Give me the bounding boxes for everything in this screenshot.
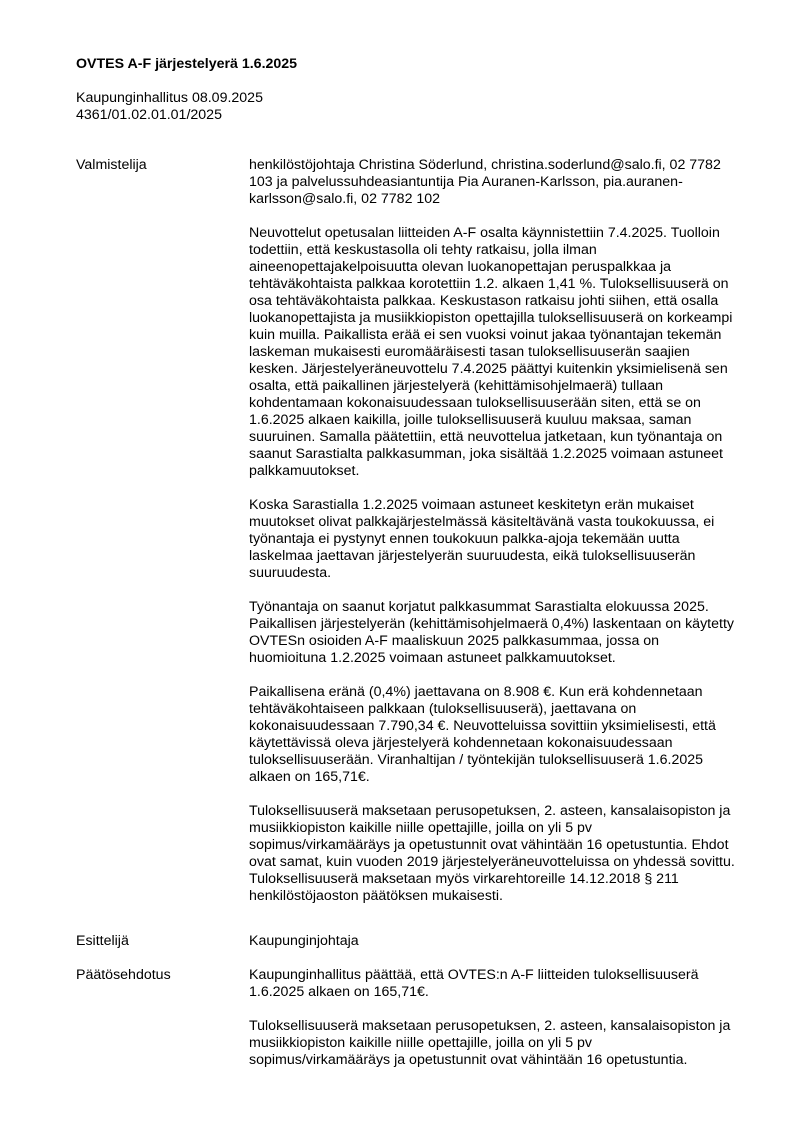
preparer-text: henkilöstöjohtaja Christina Söderlund, christina.soderlund@salo.fi, 02 7782 103 ja palvelussuhdeasiantuntija Pia Auranen-Karlsson, pia.auranen-karlsson@salo.fi, 02 7782 102 — [249, 157, 721, 207]
body-paragraph-2: Koska Sarastialla 1.2.2025 voimaan astuneet keskitetyn erän mukaiset muutokset olivat palkkajärjestelmässä käsiteltävänä vasta toukokuussa, ei työnantaja ei pystynyt ennen toukokuun palkka-ajoja tekemään uutta laskelmaa jaettavan järjestelyerän suuruudesta, eikä tuloksellisuuserän suuruudesta. — [249, 497, 715, 581]
body-paragraph-1: Neuvottelut opetusalan liitteiden A-F osalta käynnistettiin 7.4.2025. Tuolloin todettiin, että keskustasolla oli tehty ratkaisu, jolla ilman aineenopettajakelpoisuutta olevan luokanopettajan peruspalkkaa ja tehtäväkohtaista palkkaa korotettiin 1.2. alkaen 1,41 %. Tuloksellisuuserä on osa tehtäväkohtaista palkkaa. Keskustason ratkaisu johti siihen, että osalla luokanopettajista ja musiikkiopiston opettajilla tuloksellisuuserä on korkeampi kuin muilla. Paikallista erää ei sen vuoksi voinut jakaa työnantajan tekemän laskeman mukaisesti euromääräisesti tasan tuloksellisuuserän saajien kesken. Järjestelyeräneuvottelu 7.4.2025 päättyi kuitenkin yksimielisenä sen osalta, että paikallinen järjestelyerä (kehittämisohjelmaerä) tullaan kohdentamaan kokonaisuudessaan tuloksellisuuserään siten, että se on 1.6.2025 alkaen kaikilla, joille tuloksellisuuserä kuuluu maksaa, saman suuruinen. Samalla päätettiin, että neuvottelua jatketaan, kun työnantaja on saanut Sarastialta palkkasumman, joka sisältää 1.2.2025 voimaan astuneet palkkamuutokset. — [249, 225, 733, 479]
proposal-label: Päätösehdotus — [76, 967, 171, 983]
diary-number: 4361/01.02.01.01/2025 — [76, 107, 222, 123]
body-paragraph-4: Paikallisena eränä (0,4%) jaettavana on 8.908 €. Kun erä kohdennetaan tehtäväkohtaiseen palkkaan (tuloksellisuuserä), jaettavana on kokonaisuudessaan 7.790,34 €. Neuvotteluissa sovittiin yksimielisesti, että käytettävissä oleva järjestelyerä kohdennetaan kokonaisuudessaan tuloksellisuuserään. Viranhaltijan / työntekijän tuloksellisuuserä 1.6.2025 alkaen on 165,71€. — [249, 684, 716, 785]
meeting-name: Kaupunginhallitus 08.09.2025 — [76, 90, 263, 106]
proposal-paragraph-1: Kaupunginhallitus päättää, että OVTES:n A-F liitteiden tuloksellisuuserä 1.6.2025 alkaen on 165,71€. — [249, 967, 699, 1000]
presenter-label: Esittelijä — [76, 933, 129, 949]
preparer-content — [249, 157, 736, 905]
body-paragraph-5: Tuloksellisuuserä maksetaan perusopetuksen, 2. asteen, kansalaisopiston ja musiikkiopiston kaikille niille opettajille, joilla on yli 5 pv sopimus/virkamääräys ja opetustunnit ovat vähintään 16 opetustuntia. Ehdot ovat samat, kuin vuoden 2019 järjestelyeräneuvotteluissa on yhdessä sovittu. Tuloksellisuuserä maksetaan myös virkarehtoreille 14.12.2018 § 211 henkilöstöjaoston päätöksen mukaisesti. — [249, 803, 735, 904]
meeting-info — [76, 90, 263, 124]
proposal-content — [249, 967, 736, 1069]
preparer-label: Valmistelija — [76, 157, 147, 173]
presenter-text: Kaupunginjohtaja — [249, 933, 359, 949]
proposal-paragraph-2: Tuloksellisuuserä maksetaan perusopetuksen, 2. asteen, kansalaisopiston ja musiikkiopiston kaikille niille opettajille, joilla on yli 5 pv sopimus/virkamääräys ja opetustunnit ovat vähintään 16 opetustuntia. — [249, 1018, 731, 1068]
document-title: OVTES A-F järjestelyerä 1.6.2025 — [76, 56, 298, 72]
body-paragraph-3: Työnantaja on saanut korjatut palkkasummat Sarastialta elokuussa 2025. Paikallisen järjestelyerän (kehittämisohjelmaerä 0,4%) laskentaan on käytetty OVTESn osioiden A-F maaliskuun 2025 palkkasummaa, jossa on huomioituna 1.2.2025 voimaan astuneet palkkamuutokset. — [249, 599, 734, 666]
